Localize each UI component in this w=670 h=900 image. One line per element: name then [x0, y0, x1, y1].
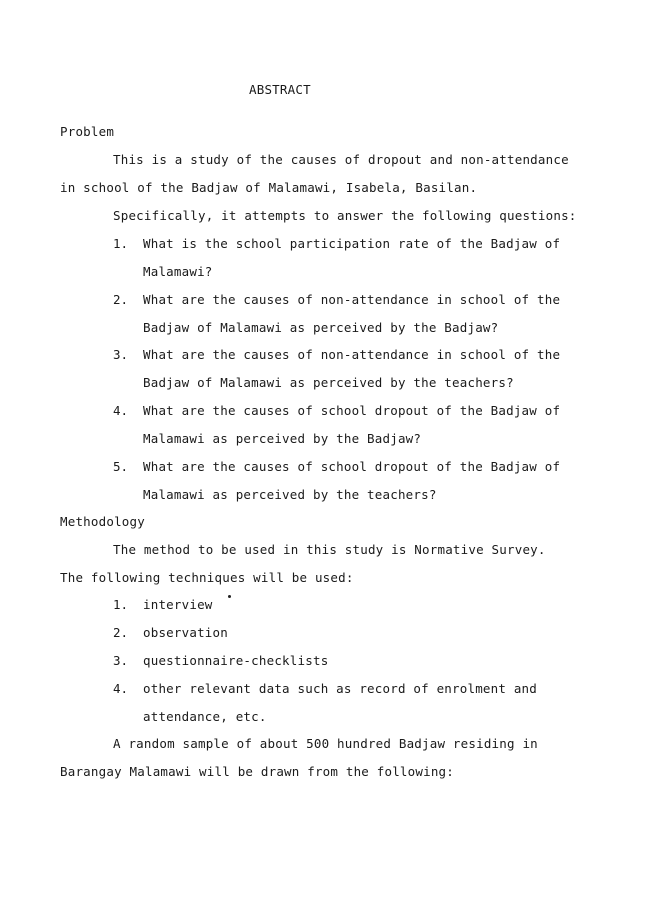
technique-number: 3.	[113, 653, 129, 668]
technique-number: 1.	[113, 597, 129, 612]
technique-text-continued: attendance, etc.	[143, 709, 267, 724]
methodology-heading: Methodology	[60, 514, 145, 529]
technique-text: observation	[143, 625, 228, 640]
page-title: ABSTRACT	[249, 82, 311, 97]
question-text-continued: Malamawi?	[143, 264, 213, 279]
question-number: 1.	[113, 236, 129, 251]
question-text: What is the school participation rate of the Badjaw of	[143, 236, 561, 251]
technique-text: other relevant data such as record of enrolment and	[143, 681, 538, 696]
question-text-continued: Malamawi as perceived by the Badjaw?	[143, 431, 422, 446]
question-text-continued: Badjaw of Malamawi as perceived by the Badjaw?	[143, 320, 499, 335]
question-text: What are the causes of non-attendance in school of the	[143, 347, 561, 362]
question-number: 4.	[113, 403, 129, 418]
technique-number: 4.	[113, 681, 129, 696]
problem-intro-line-1: This is a study of the causes of dropout and non-attendance	[113, 152, 569, 167]
problem-intro-line-2: in school of the Badjaw of Malamawi, Isabela, Basilan.	[60, 180, 478, 195]
technique-text: questionnaire-checklists	[143, 653, 329, 668]
question-text-continued: Badjaw of Malamawi as perceived by the teachers?	[143, 375, 514, 390]
question-text: What are the causes of school dropout of the Badjaw of	[143, 459, 561, 474]
problem-heading: Problem	[60, 124, 115, 139]
question-number: 2.	[113, 292, 129, 307]
methodology-intro-line-1: The method to be used in this study is Normative Survey.	[113, 542, 546, 557]
technique-number: 2.	[113, 625, 129, 640]
problem-specifically: Specifically, it attempts to answer the following questions:	[113, 208, 577, 223]
methodology-intro-line-2: The following techniques will be used:	[60, 570, 354, 585]
question-number: 5.	[113, 459, 129, 474]
question-text-continued: Malamawi as perceived by the teachers?	[143, 487, 437, 502]
question-number: 3.	[113, 347, 129, 362]
sample-line-2: Barangay Malamawi will be drawn from the following:	[60, 764, 455, 779]
question-text: What are the causes of school dropout of the Badjaw of	[143, 403, 561, 418]
question-text: What are the causes of non-attendance in school of the	[143, 292, 561, 307]
stray-mark	[228, 595, 231, 598]
sample-line-1: A random sample of about 500 hundred Badjaw residing in	[113, 736, 538, 751]
technique-text: interview	[143, 597, 213, 612]
